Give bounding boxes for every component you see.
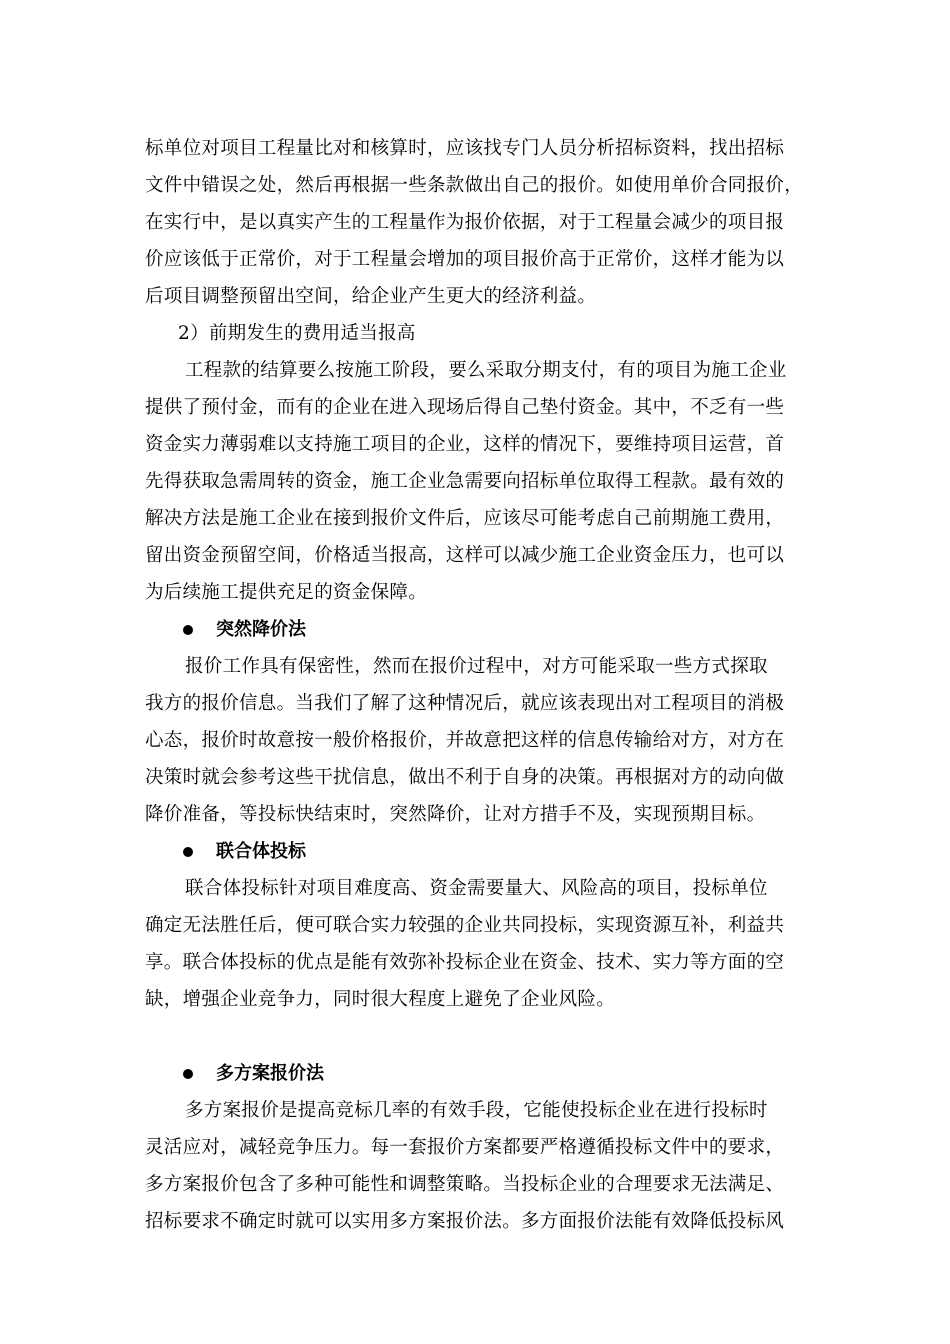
para3-line-3: 心态，报价时故意按一般价格报价，并故意把这样的信息传输给对方，对方在 xyxy=(145,730,785,751)
bullet-heading-text: 突然降价法 xyxy=(216,619,306,640)
para2-line-3: 资金实力薄弱难以支持施工项目的企业，这样的情况下，要维持项目运营，首 xyxy=(145,434,785,455)
bullet-heading-text: 多方案报价法 xyxy=(216,1063,324,1084)
para3-line-1: 报价工作具有保密性，然而在报价过程中，对方可能采取一些方式探取 xyxy=(185,656,768,677)
para1-line-1: 标单位对项目工程量比对和核算时，应该找专门人员分析招标资料，找出招标 xyxy=(145,138,785,159)
bullet-heading-text: 联合体投标 xyxy=(216,841,306,862)
para3-line-4: 决策时就会参考这些干扰信息，做出不利于自身的决策。再根据对方的动向做 xyxy=(145,767,785,788)
para5-line-2: 灵活应对，减轻竞争压力。每一套报价方案都要严格遵循投标文件中的要求， xyxy=(145,1137,785,1158)
bullet-dot-icon xyxy=(183,847,193,857)
para2-line-5: 解决方法是施工企业在接到报价文件后，应该尽可能考虑自己前期施工费用， xyxy=(145,508,785,529)
bullet-dot-icon xyxy=(183,625,193,635)
bullet-heading-2 xyxy=(183,840,306,864)
para4-line-4: 缺，增强企业竞争力，同时很大程度上避免了企业风险。 xyxy=(145,989,616,1010)
bullet-dot-icon xyxy=(183,1069,193,1079)
bullet-heading-3 xyxy=(183,1062,324,1086)
para5-line-1: 多方案报价是提高竞标几率的有效手段，它能使投标企业在进行投标时 xyxy=(185,1100,768,1121)
para2-line-6: 留出资金预留空间，价格适当报高，这样可以减少施工企业资金压力，也可以 xyxy=(145,545,785,566)
para3-line-5: 降价准备，等投标快结束时，突然降价，让对方措手不及，实现预期目标。 xyxy=(145,804,766,825)
para2-line-1: 工程款的结算要么按施工阶段，要么采取分期支付，有的项目为施工企业 xyxy=(185,360,787,381)
para5-line-4: 招标要求不确定时就可以实用多方案报价法。多方面报价法能有效降低投标风 xyxy=(145,1211,785,1232)
subheading: 2）前期发生的费用适当报高 xyxy=(178,323,416,344)
para1-line-2: 文件中错误之处，然后再根据一些条款做出自己的报价。如使用单价合同报价， xyxy=(145,175,804,196)
para4-line-1: 联合体投标针对项目难度高、资金需要量大、风险高的项目，投标单位 xyxy=(185,878,768,899)
para4-line-2: 确定无法胜任后，便可联合实力较强的企业共同投标，实现资源互补，利益共 xyxy=(145,915,785,936)
para2-line-2: 提供了预付金，而有的企业在进入现场后得自己垫付资金。其中，不乏有一些 xyxy=(145,397,785,418)
para3-line-2: 我方的报价信息。当我们了解了这种情况后，就应该表现出对工程项目的消极 xyxy=(145,693,785,714)
para2-line-7: 为后续施工提供充足的资金保障。 xyxy=(145,582,428,603)
para1-line-4: 价应该低于正常价，对于工程量会增加的项目报价高于正常价，这样才能为以 xyxy=(145,249,785,270)
para5-line-3: 多方案报价包含了多种可能性和调整策略。当投标企业的合理要求无法满足、 xyxy=(145,1174,785,1195)
para1-line-3: 在实行中，是以真实产生的工程量作为报价依据，对于工程量会减少的项目报 xyxy=(145,212,785,233)
para2-line-4: 先得获取急需周转的资金，施工企业急需要向招标单位取得工程款。最有效的 xyxy=(145,471,785,492)
para1-line-5: 后项目调整预留出空间，给企业产生更大的经济利益。 xyxy=(145,286,597,307)
bullet-heading-1 xyxy=(183,618,306,642)
para4-line-3: 享。联合体投标的优点是能有效弥补投标企业在资金、技术、实力等方面的空 xyxy=(145,952,785,973)
